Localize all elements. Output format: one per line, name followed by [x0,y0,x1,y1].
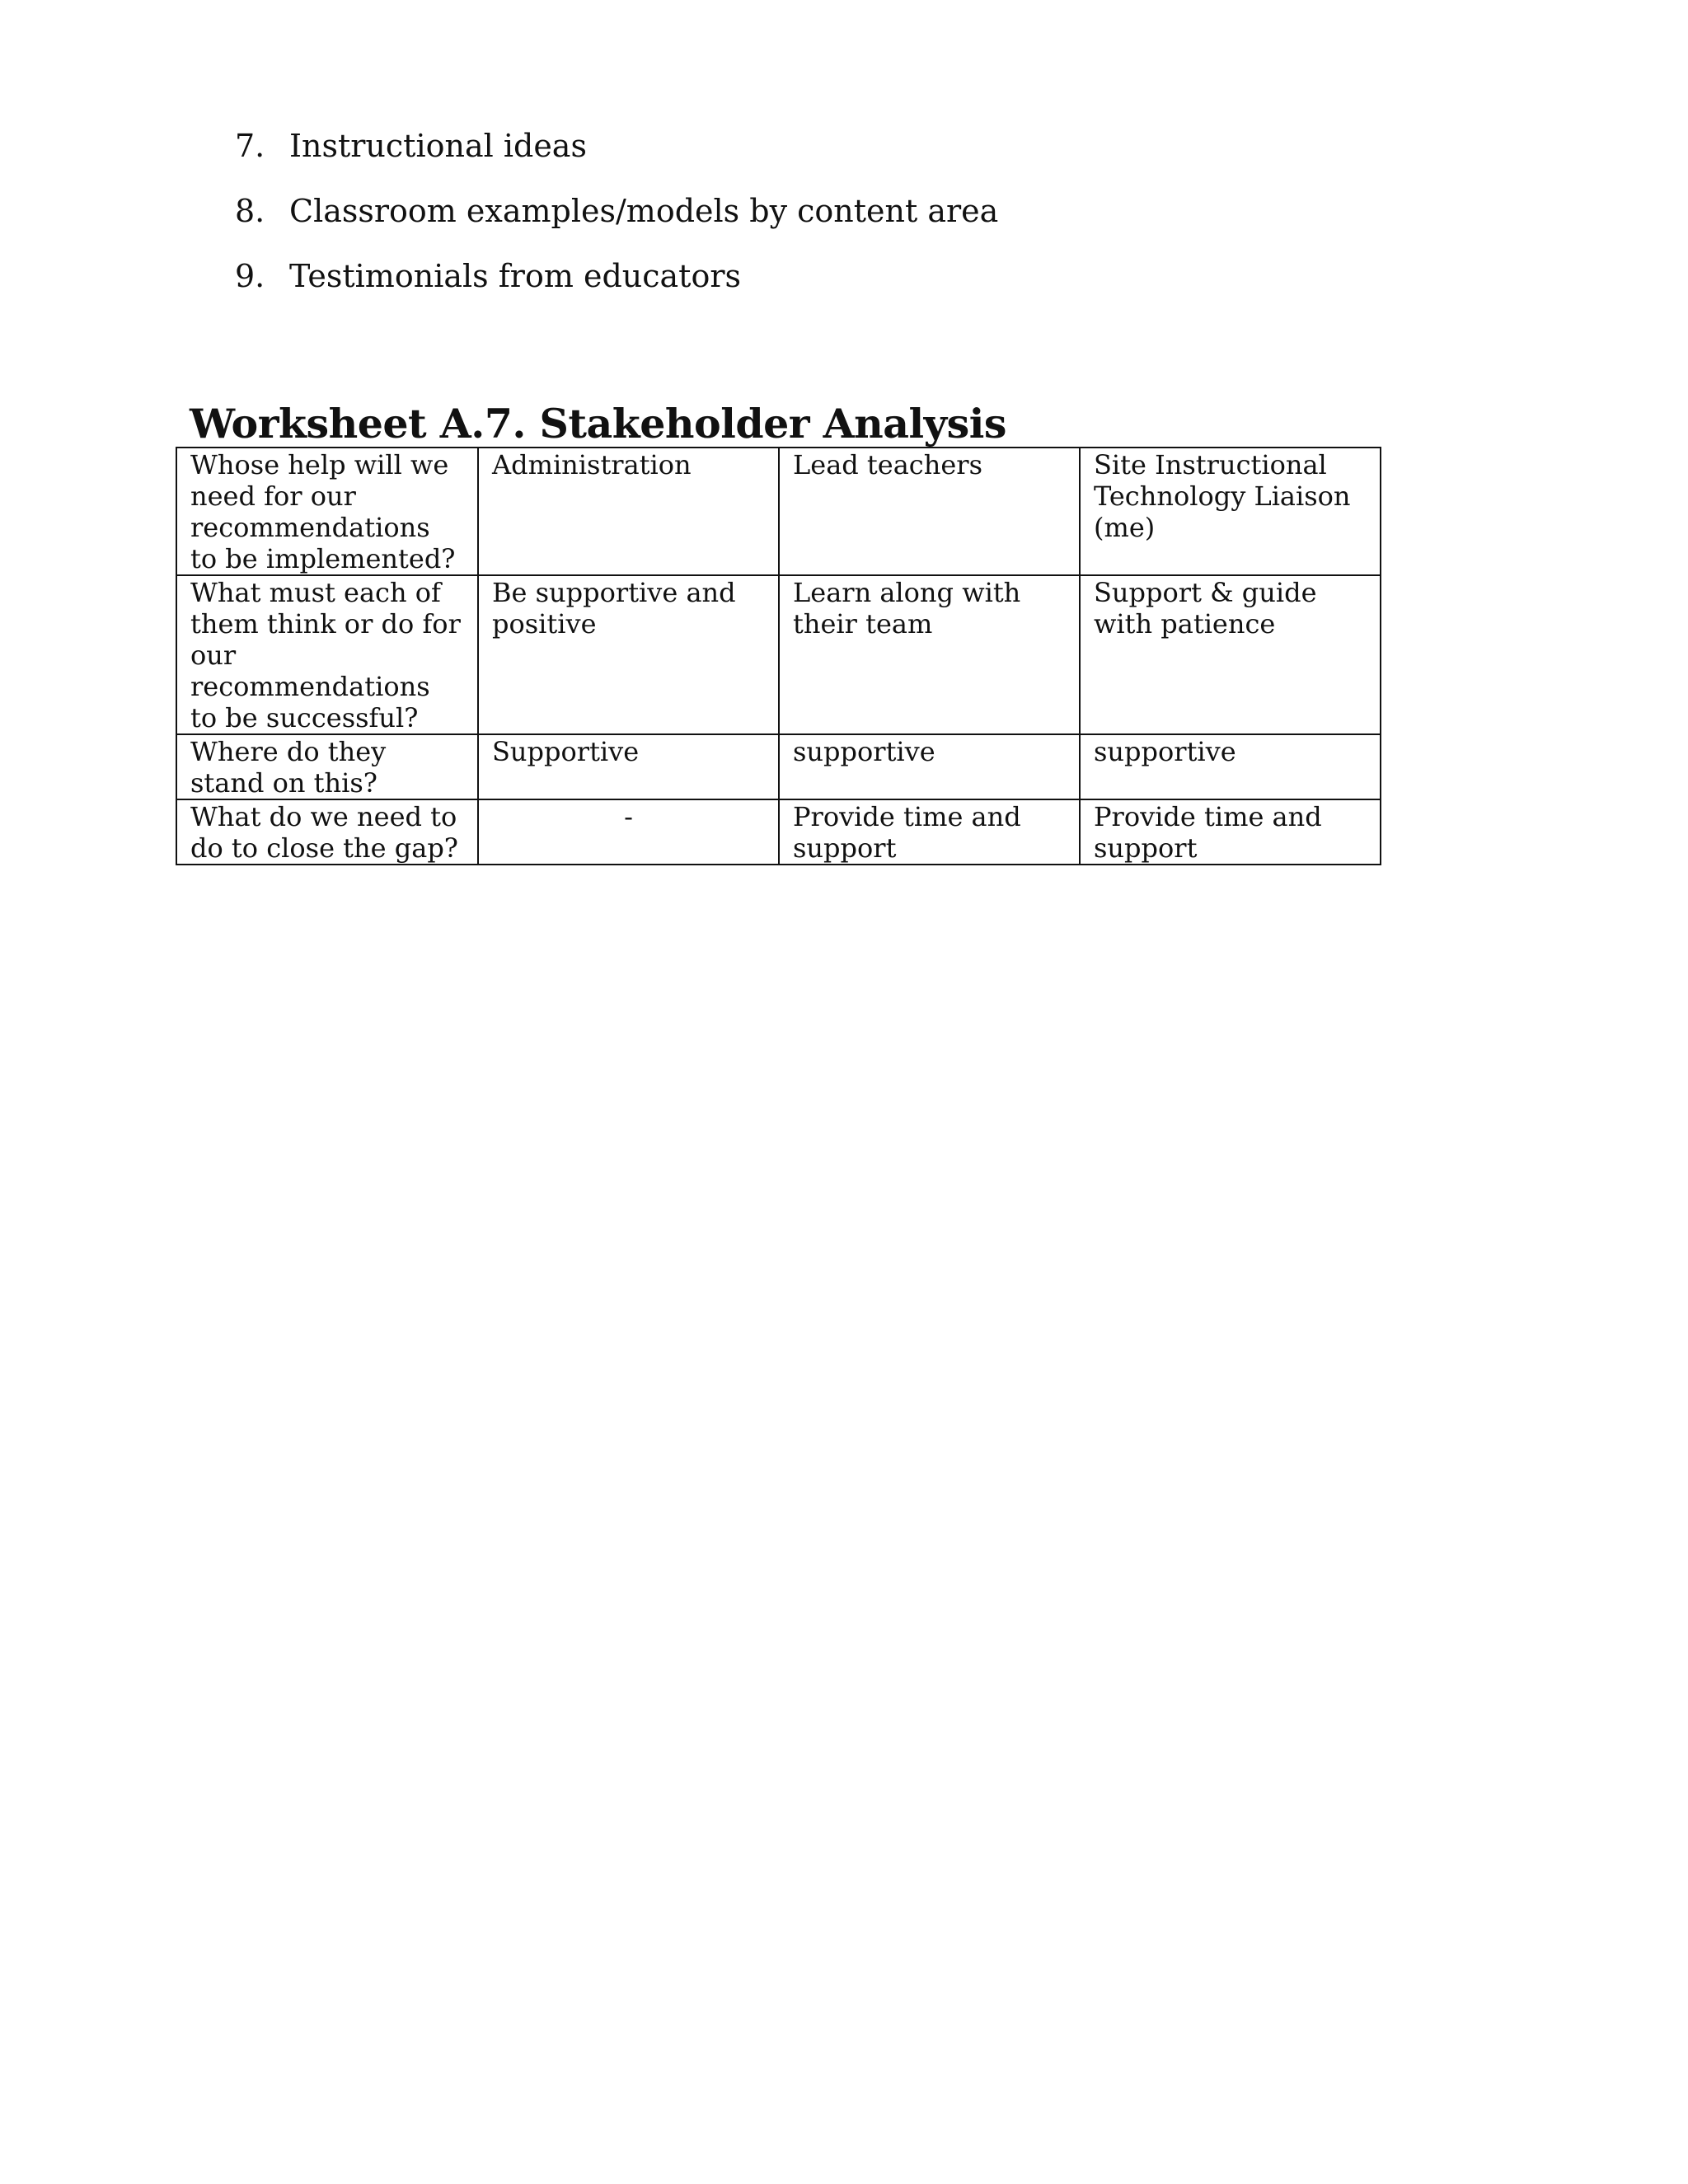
table-cell: Lead teachers [779,448,1080,575]
table-cell: Provide time and support [779,799,1080,865]
worksheet-title: Worksheet A.7. Stakeholder Analysis [190,400,1006,448]
list-item-text: Classroom examples/models by content area [289,193,999,229]
table-row [176,575,1381,734]
table-cell: supportive [779,734,1080,799]
list-item-text: Testimonials from educators [289,258,741,294]
table-cell: supportive [1080,734,1381,799]
table-cell: Learn along with their team [779,575,1080,734]
row-question: What must each of them think or do for our recommendations to be successful? [176,575,478,734]
stakeholder-analysis-table [176,447,1381,865]
numbered-list [235,130,998,326]
table-cell: Site Instructional Technology Liaison (me) [1080,448,1381,575]
list-item [235,130,998,195]
list-item-number: 9. [235,258,265,294]
row-question: Where do they stand on this? [176,734,478,799]
table-row [176,799,1381,865]
list-item [235,260,998,326]
row-question: Whose help will we need for our recommendations to be implemented? [176,448,478,575]
table-cell: Provide time and support [1080,799,1381,865]
table-cell: Supportive [478,734,779,799]
table-row [176,734,1381,799]
list-item-text: Instructional ideas [289,128,587,164]
table-cell: - [478,799,779,865]
table-cell: Administration [478,448,779,575]
table-cell: Support & guide with patience [1080,575,1381,734]
table-row [176,448,1381,575]
table-cell: Be supportive and positive [478,575,779,734]
list-item-number: 7. [235,128,265,164]
list-item [235,195,998,260]
row-question: What do we need to do to close the gap? [176,799,478,865]
list-item-number: 8. [235,193,265,229]
